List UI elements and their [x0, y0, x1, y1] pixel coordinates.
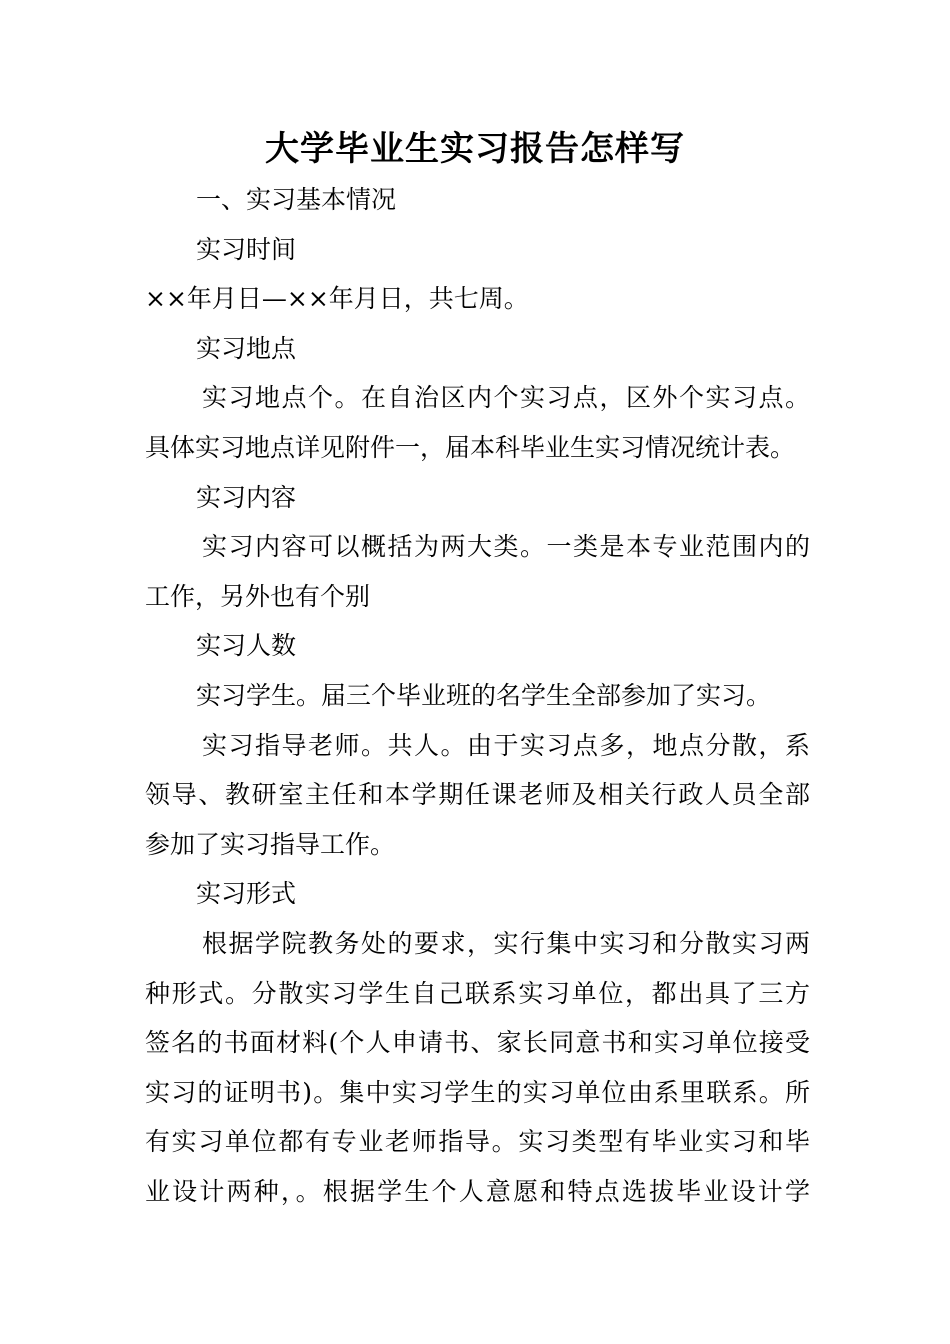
- paragraph-line: 实习的证明书)。集中实习学生的实习单位由系里联系。所: [145, 1077, 810, 1107]
- paragraph-line: ××年月日—××年月日，共七周。: [145, 284, 529, 314]
- paragraph-line: 领导、教研室主任和本学期任课老师及相关行政人员全部: [145, 780, 810, 810]
- paragraph-line: 实习地点个。在自治区内个实习点，区外个实习点。: [202, 383, 810, 413]
- paragraph-line: 参加了实习指导工作。: [145, 829, 396, 859]
- paragraph-line: 工作，另外也有个别: [145, 581, 371, 611]
- paragraph-line: 实习指导老师。共人。由于实习点多，地点分散，系: [202, 730, 810, 760]
- paragraph-line: 业设计两种，。根据学生个人意愿和特点选拔毕业设计学: [145, 1176, 810, 1206]
- paragraph-line: 种形式。分散实习学生自己联系实习单位，都出具了三方: [145, 978, 810, 1008]
- subsection-heading: 实习内容: [196, 482, 297, 512]
- subsection-heading: 实习形式: [196, 879, 297, 909]
- paragraph-line: 根据学院教务处的要求，实行集中实习和分散实习两: [202, 928, 810, 958]
- subsection-heading: 实习时间: [196, 234, 297, 264]
- subsection-heading: 实习人数: [196, 631, 297, 661]
- paragraph-line: 实习学生。届三个毕业班的名学生全部参加了实习。: [196, 680, 772, 710]
- document-title: 大学毕业生实习报告怎样写: [265, 129, 685, 169]
- section-heading: 一、实习基本情况: [196, 185, 397, 214]
- paragraph-line: 具体实习地点详见附件一，届本科毕业生实习情况统计表。: [145, 432, 796, 462]
- subsection-heading: 实习地点: [196, 333, 297, 363]
- paragraph-line: 签名的书面材料(个人申请书、家长同意书和实习单位接受: [145, 1028, 810, 1058]
- document-body: [145, 175, 810, 1216]
- paragraph-line: 有实习单位都有专业老师指导。实习类型有毕业实习和毕: [145, 1127, 810, 1157]
- paragraph-line: 实习内容可以概括为两大类。一类是本专业范围内的: [202, 532, 810, 562]
